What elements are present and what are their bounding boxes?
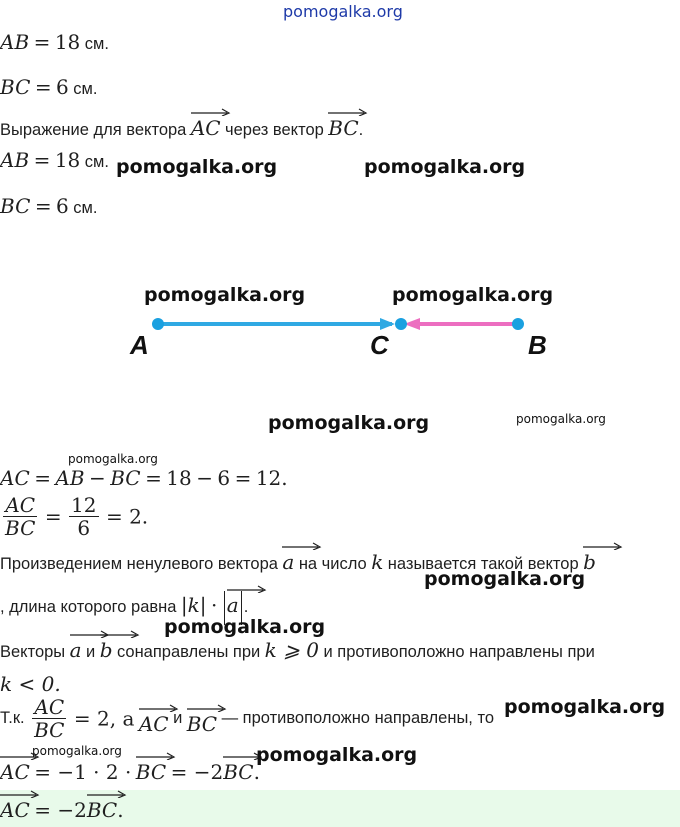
- watermark: pomogalka.org: [268, 412, 430, 434]
- label-b: B: [528, 330, 547, 360]
- vector-bc: BC: [328, 106, 358, 140]
- given-bc-unit: см.: [73, 80, 98, 98]
- conclusion-line-2: AC = −1 · 2 · BC = −2 BC.: [0, 750, 260, 784]
- conclusion-vector-ac: AC: [139, 702, 169, 736]
- given-ab-lhs: AB: [0, 30, 30, 54]
- vector-diagram: [0, 300, 680, 370]
- ratio-fraction-1: $\frac{AC}{BC}$: [5, 493, 36, 540]
- vector-ac-arrowhead: [380, 318, 395, 330]
- watermark: pomogalka.org: [68, 452, 158, 466]
- given-ab-unit: см.: [84, 35, 109, 53]
- point-a: [152, 318, 164, 330]
- label-a: A: [130, 330, 149, 360]
- given-ab-line-2: AB = 18 см.: [0, 148, 109, 172]
- vector-a-abs: a: [227, 583, 239, 617]
- watermark: pomogalka.org: [424, 568, 586, 590]
- rule-line-1: Векторы a и b сонаправлены при k ⩾ 0 и противоположно направлены при: [0, 628, 595, 662]
- watermark: pomogalka.org: [32, 744, 122, 758]
- top-watermark: pomogalka.org: [283, 2, 403, 21]
- point-b: [512, 318, 524, 330]
- given-bc-eq: =: [34, 75, 52, 99]
- watermark: pomogalka.org: [256, 744, 418, 766]
- watermark: pomogalka.org: [144, 284, 306, 306]
- conclusion-fraction: $\frac{AC}{BC}$: [34, 695, 65, 742]
- rule-vector-a: a: [70, 628, 82, 662]
- conclusion-eq-vector-bc-2: BC: [223, 750, 253, 784]
- watermark: pomogalka.org: [164, 616, 326, 638]
- given-bc-lhs: BC: [0, 75, 31, 99]
- conclusion-eq-vector-bc: BC: [136, 750, 166, 784]
- given-bc-line-2: BC = 6 см.: [0, 194, 98, 218]
- answer-line: AC = −2 BC.: [0, 788, 124, 822]
- definition-line-1: Произведением ненулевого вектора a на число k называется такой вектор b: [0, 540, 596, 574]
- conclusion-line-1: Т.к. $\frac{AC}{BC}$ = 2, а AC и BC — противоположно направлены, то: [0, 695, 495, 742]
- given-bc-val: 6: [56, 75, 69, 99]
- vector-b: b: [583, 540, 596, 574]
- vector-a: a: [282, 540, 294, 574]
- answer-vector-ac: AC: [0, 788, 30, 822]
- ratio-line: $\frac{AC}{BC}$ = $\frac{12}{6}$ = 2.: [5, 493, 149, 540]
- watermark: pomogalka.org: [116, 156, 278, 178]
- rule-line-2: k < 0.: [0, 672, 61, 696]
- point-c: [395, 318, 407, 330]
- definition-line-2: , длина которого равна |k| · a .: [0, 583, 248, 625]
- task-line: Выражение для вектора AC через вектор BC.: [0, 106, 363, 140]
- rule-vector-b: b: [100, 628, 113, 662]
- watermark: pomogalka.org: [392, 284, 554, 306]
- vector-ac: AC: [191, 106, 221, 140]
- label-c: C: [370, 330, 389, 360]
- given-ab-line: [0, 30, 109, 54]
- watermark: pomogalka.org: [364, 156, 526, 178]
- given-bc-line: [0, 75, 97, 99]
- task-text-2: через вектор: [225, 121, 324, 139]
- watermark: pomogalka.org: [516, 412, 606, 426]
- conclusion-eq-vector-ac: AC: [0, 750, 30, 784]
- task-text-1: Выражение для вектора: [0, 121, 187, 139]
- given-ab-val: 18: [54, 30, 81, 54]
- calc-line-1: AC = AB − BC = 18 − 6 = 12.: [0, 466, 288, 490]
- watermark: pomogalka.org: [504, 696, 666, 718]
- conclusion-vector-bc: BC: [187, 702, 217, 736]
- given-ab-eq: =: [33, 30, 51, 54]
- answer-vector-bc: BC: [87, 788, 117, 822]
- ratio-fraction-2: $\frac{12}{6}$: [71, 493, 97, 540]
